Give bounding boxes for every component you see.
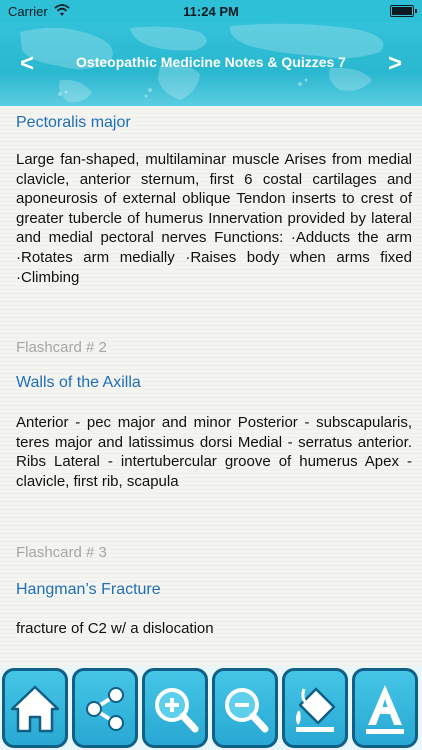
- flashcard-number: Flashcard # 2: [16, 339, 107, 356]
- zoom-out-button[interactable]: [212, 668, 278, 748]
- previous-button[interactable]: <: [20, 50, 35, 77]
- flashcard-list[interactable]: [0, 106, 422, 666]
- flashcard-number: Flashcard # 3: [16, 544, 107, 561]
- zoom-in-icon: [150, 681, 200, 737]
- zoom-in-button[interactable]: [142, 668, 208, 748]
- clock: 11:24 PM: [183, 4, 239, 19]
- font-button[interactable]: [352, 668, 418, 748]
- battery-icon: [390, 5, 414, 17]
- flashcard-body: fracture of C2 w/ a dislocation: [16, 620, 214, 637]
- paint-bucket-icon: [290, 681, 340, 737]
- flashcard-title: Walls of the Axilla: [16, 374, 141, 391]
- next-button[interactable]: >: [387, 50, 402, 77]
- flashcard-title: Pectoralis major: [16, 114, 131, 131]
- header-bar: [0, 22, 422, 106]
- theme-color-button[interactable]: [282, 668, 348, 748]
- flashcard-title: Hangman’s Fracture: [16, 581, 161, 598]
- share-icon: [80, 681, 130, 737]
- flashcard-body: Large fan-shaped, multilaminar muscle Arises from medial clavicle, anterior sternum, first 6 costal cartilages and aponeurosis of external oblique Tendon inserts to crest of greater tubercle of humerus Innervation provided by lateral and medial pectoral nerves Functions: ·Adducts the arm ·Rotates arm medially ·Raises body when arms fixed ·Climbing: [16, 151, 412, 286]
- share-button[interactable]: [72, 668, 138, 748]
- page-title: Osteopathic Medicine Notes & Quizzes 7: [76, 54, 346, 70]
- home-button[interactable]: [2, 668, 68, 748]
- flashcard-body: Anterior - pec major and minor Posterior - subscapularis, teres major and latissimus dorsi Medial - serratus anterior. Ribs Lateral - intertubercular groove of humerus Apex - clavicle, first rib, scapula: [16, 414, 412, 490]
- bottom-toolbar: [0, 666, 422, 750]
- status-bar: [0, 0, 422, 22]
- zoom-out-icon: [220, 681, 270, 737]
- home-icon: [10, 681, 60, 737]
- font-icon: [360, 681, 410, 737]
- carrier-label: Carrier: [8, 4, 48, 19]
